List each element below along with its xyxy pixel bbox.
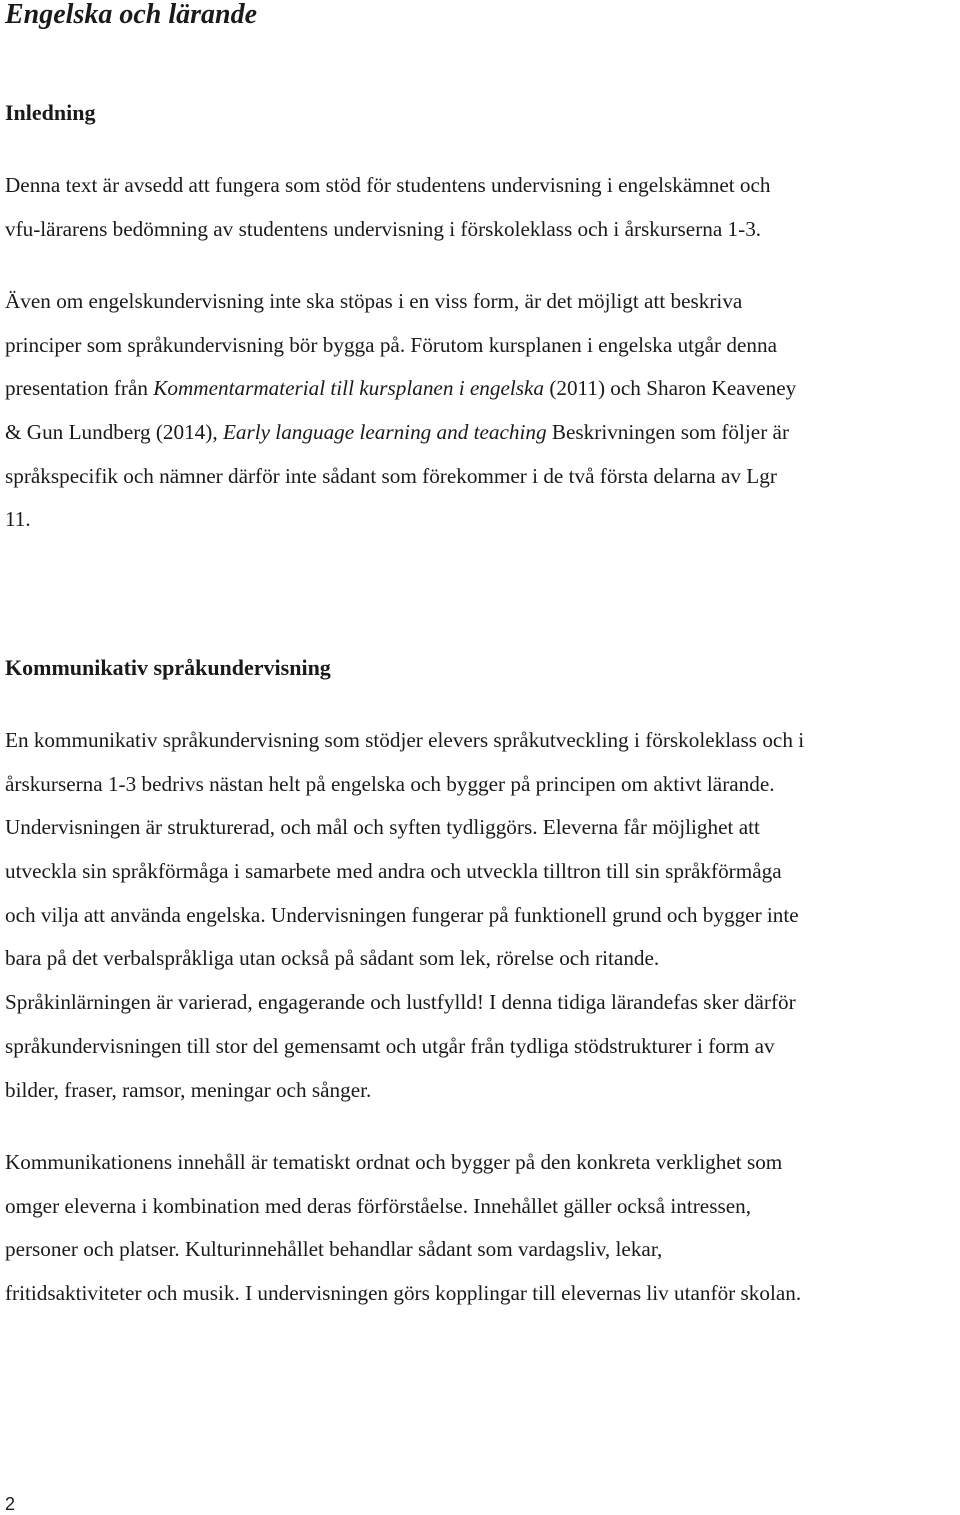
text-line: vfu-lärarens bedömning av studentens undervisning i förskoleklass och i årskurserna 1-3.	[5, 216, 762, 241]
text-line: och vilja att använda engelska. Undervisningen fungerar på funktionell grund och bygger inte	[5, 902, 799, 927]
text-run: (2011) och Sharon Keaveney	[544, 376, 797, 401]
document-title: Engelska och lärande	[5, 0, 258, 30]
text-line: En kommunikativ språkundervisning som stödjer elevers språkutveckling i förskoleklass och i	[5, 728, 805, 752]
text-run: Beskrivningen som följer är	[546, 420, 790, 445]
section-heading-kommunikativ: Kommunikativ språkundervisning	[5, 655, 331, 680]
italic-title-early-language: Early language learning and teaching	[222, 420, 547, 445]
text-line: omger eleverna i kombination med deras förförståelse. Innehållet gäller också intressen,	[5, 1193, 751, 1218]
text-line	[5, 367, 960, 411]
text-line: bara på det verbalspråkliga utan också på sådant som lek, rörelse och ritande.	[5, 946, 660, 971]
text-run: presentation från	[5, 376, 154, 401]
text-line: Språkinlärningen är varierad, engagerande och lustfylld! I denna tidiga lärandefas sker därför	[5, 990, 796, 1015]
page-number: 2	[5, 1494, 16, 1514]
text-line: fritidsaktiviteter och musik. I undervisningen görs kopplingar till elevernas liv utanför skolan.	[5, 1281, 802, 1306]
text-line: Även om engelskundervisning inte ska stöpas i en viss form, är det möjligt att beskriva	[5, 289, 743, 313]
text-line: Kommunikationens innehåll är tematiskt ordnat och bygger på den konkreta verklighet som	[5, 1150, 783, 1174]
text-line: Denna text är avsedd att fungera som stöd för studentens undervisning i engelskämnet och	[5, 173, 771, 197]
text-line: personer och platser. Kulturinnehållet behandlar sådant som vardagsliv, lekar,	[5, 1237, 663, 1262]
intro-paragraph-2	[5, 280, 960, 542]
section-heading-inledning: Inledning	[5, 100, 96, 125]
intro-paragraph-1	[5, 164, 960, 251]
text-line	[5, 411, 960, 455]
text-line: språkspecifik och nämner därför inte sådant som förekommer i de två första delarna av Lgr	[5, 463, 777, 488]
italic-title-kommentarmaterial: Kommentarmaterial till kursplanen i engelska	[153, 376, 545, 401]
text-line: språkundervisningen till stor del gemensamt och utgår från tydliga stödstrukturer i form av	[5, 1033, 775, 1058]
communicative-paragraph-2	[5, 1141, 960, 1316]
text-run: & Gun Lundberg (2014),	[5, 420, 223, 445]
text-line: 11.	[5, 507, 31, 532]
text-line: bilder, fraser, ramsor, meningar och sånger.	[5, 1077, 372, 1102]
text-line: utveckla sin språkförmåga i samarbete med andra och utveckla tilltron till sin språkförmåga	[5, 859, 782, 884]
text-line: principer som språkundervisning bör bygga på. Förutom kursplanen i engelska utgår denna	[5, 332, 777, 357]
text-line: Undervisningen är strukturerad, och mål och syften tydliggörs. Eleverna får möjlighet att	[5, 815, 760, 840]
text-line: årskurserna 1-3 bedrivs nästan helt på engelska och bygger på principen om aktivt lärande.	[5, 771, 775, 796]
communicative-paragraph-1	[5, 719, 960, 1112]
